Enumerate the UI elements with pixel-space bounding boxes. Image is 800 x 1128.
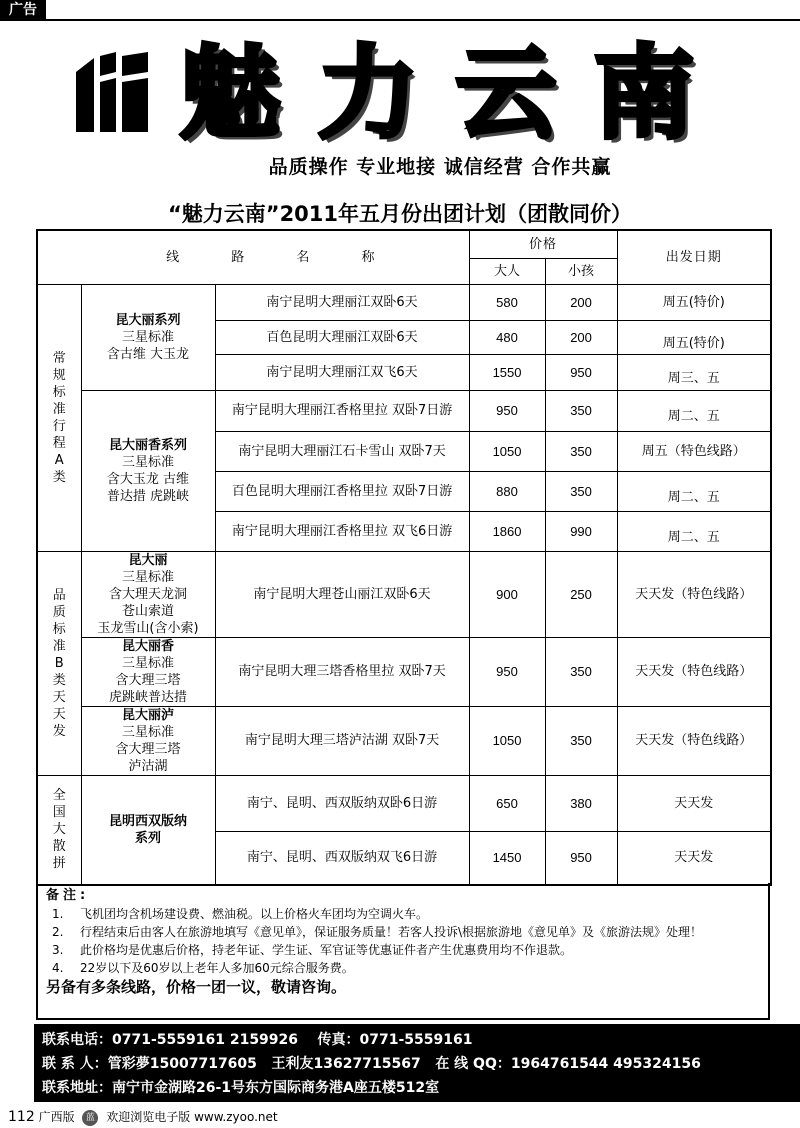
route-name: 南宁、昆明、西双版纳双飞6日游 bbox=[215, 831, 469, 885]
depart-date: 周三、五 bbox=[617, 354, 771, 390]
header-date: 出发日期 bbox=[617, 230, 771, 284]
depart-date: 周二、五 bbox=[617, 390, 771, 431]
price-adult: 880 bbox=[469, 471, 545, 511]
price-adult: 1860 bbox=[469, 511, 545, 551]
price-adult: 1550 bbox=[469, 354, 545, 390]
header-adult: 大人 bbox=[469, 258, 545, 284]
brand-title: 魅力云南 bbox=[180, 35, 732, 152]
price-adult: 480 bbox=[469, 320, 545, 354]
page-number: 112 bbox=[8, 1109, 35, 1125]
footer-url[interactable]: www.zyoo.net bbox=[194, 1110, 278, 1124]
price-adult: 950 bbox=[469, 637, 545, 706]
price-child: 380 bbox=[545, 775, 617, 831]
price-child: 950 bbox=[545, 831, 617, 885]
price-child: 200 bbox=[545, 284, 617, 320]
price-adult: 900 bbox=[469, 551, 545, 637]
route-name: 南宁、昆明、西双版纳双卧6日游 bbox=[215, 775, 469, 831]
depart-date: 天天发（特色线路） bbox=[617, 637, 771, 706]
route-name: 南宁昆明大理丽江双飞6天 bbox=[215, 354, 469, 390]
plan-title: “魅力云南”2011年五月份出团计划（团散同价） bbox=[167, 202, 633, 226]
series-kundali-b: 昆大丽 三星标准 含大理天龙洞 苍山索道 玉龙雪山(含小索) bbox=[81, 551, 215, 637]
price-child: 200 bbox=[545, 320, 617, 354]
price-child: 350 bbox=[545, 431, 617, 471]
notes-label: 备注: bbox=[46, 888, 90, 903]
depart-date: 天天发 bbox=[617, 831, 771, 885]
price-child: 990 bbox=[545, 511, 617, 551]
contact-panel bbox=[34, 1024, 800, 1102]
price-adult: 580 bbox=[469, 284, 545, 320]
depart-date: 周二、五 bbox=[617, 511, 771, 551]
price-child: 950 bbox=[545, 354, 617, 390]
series-kundali: 昆大丽系列 三星标准 含古维 大玉龙 bbox=[81, 284, 215, 390]
price-adult: 650 bbox=[469, 775, 545, 831]
depart-date: 天天发（特色线路） bbox=[617, 551, 771, 637]
depart-date: 周五(特价) bbox=[617, 284, 771, 320]
note-item: 2. 行程结束后由客人在旅游地填写《意见单》，保证服务质量！若客人投诉\根据旅游地《意见单》及《旅游法规》处理！ bbox=[52, 925, 703, 939]
price-adult: 1450 bbox=[469, 831, 545, 885]
top-rule bbox=[0, 19, 800, 21]
price-adult: 1050 bbox=[469, 706, 545, 775]
header-route: 线 路 名 称 bbox=[37, 230, 469, 284]
route-name: 南宁昆明大理丽江石卡雪山 双卧7天 bbox=[215, 431, 469, 471]
series-kundalixiang: 昆大丽香系列 三星标准 含大玉龙 古维 普达措 虎跳峡 bbox=[81, 390, 215, 551]
brand-logo bbox=[72, 52, 152, 138]
brand-slogan: 品质操作 专业地接 诚信经营 合作共赢 bbox=[268, 156, 612, 178]
footer-text: 欢迎浏览电子版 bbox=[106, 1110, 191, 1124]
note-item: 4. 22岁以下及60岁以上老年人多加60元综合服务费。 bbox=[52, 961, 354, 975]
price-child: 250 bbox=[545, 551, 617, 637]
price-adult: 950 bbox=[469, 390, 545, 431]
tour-table bbox=[36, 229, 772, 886]
header-price: 价格 bbox=[469, 230, 617, 258]
route-name: 南宁昆明大理丽江香格里拉 双飞6日游 bbox=[215, 511, 469, 551]
series-kundalixiang-b: 昆大丽香 三星标准 含大理三塔 虎跳峡普达措 bbox=[81, 637, 215, 706]
route-name: 南宁昆明大理丽江双卧6天 bbox=[215, 284, 469, 320]
route-name: 南宁昆明大理苍山丽江双卧6天 bbox=[215, 551, 469, 637]
edition-label: 广西版 bbox=[38, 1110, 75, 1124]
depart-date: 天天发 bbox=[617, 775, 771, 831]
page-footer bbox=[0, 1106, 800, 1128]
depart-date: 周五(特价) bbox=[617, 320, 771, 354]
edition-badge-icon: 蓝 bbox=[82, 1110, 98, 1126]
route-name: 百色昆明大理丽江双卧6天 bbox=[215, 320, 469, 354]
category-c: 全国大散拼 bbox=[37, 775, 81, 885]
series-xishuangbanna: 昆明西双版纳 系列 bbox=[81, 775, 215, 885]
depart-date: 周五（特色线路） bbox=[617, 431, 771, 471]
route-name: 南宁昆明大理丽江香格里拉 双卧7日游 bbox=[215, 390, 469, 431]
route-name: 南宁昆明大理三塔泸沽湖 双卧7天 bbox=[215, 706, 469, 775]
contact-address-row: 联系地址：南宁市金湖路26-1号东方国际商务港A座五楼512室 bbox=[42, 1080, 440, 1096]
series-kundalilu: 昆大丽泸 三星标准 含大理三塔 泸沽湖 bbox=[81, 706, 215, 775]
notes-section bbox=[36, 883, 770, 1020]
notes-extra: 另备有多条线路，价格一团一议，敬请咨询。 bbox=[46, 978, 347, 996]
price-child: 350 bbox=[545, 637, 617, 706]
price-adult: 1050 bbox=[469, 431, 545, 471]
category-b: 品质标准B类天天发 bbox=[37, 551, 81, 775]
route-name: 百色昆明大理丽江香格里拉 双卧7日游 bbox=[215, 471, 469, 511]
price-child: 350 bbox=[545, 706, 617, 775]
header-child: 小孩 bbox=[545, 258, 617, 284]
ad-tag: 广告 bbox=[0, 0, 46, 20]
contact-phone-row: 联系电话：0771-5559161 2159926 传真：0771-5559161 bbox=[42, 1032, 473, 1048]
note-item: 1. 飞机团均含机场建设费、燃油税。以上价格火车团均为空调火车。 bbox=[52, 907, 429, 921]
depart-date: 周二、五 bbox=[617, 471, 771, 511]
depart-date: 天天发（特色线路） bbox=[617, 706, 771, 775]
price-child: 350 bbox=[545, 390, 617, 431]
route-name: 南宁昆明大理三塔香格里拉 双卧7天 bbox=[215, 637, 469, 706]
category-a: 常规标准行程A类 bbox=[37, 284, 81, 551]
price-child: 350 bbox=[545, 471, 617, 511]
contact-person-row: 联 系 人：管彩夢15007717605 王利友13627715567 在 线 QQ：1964761544 495324156 bbox=[42, 1056, 701, 1072]
note-item: 3. 此价格均是优惠后价格，持老年证、学生证、军官证等优惠证件者产生优惠费用均不作退款。 bbox=[52, 943, 573, 957]
